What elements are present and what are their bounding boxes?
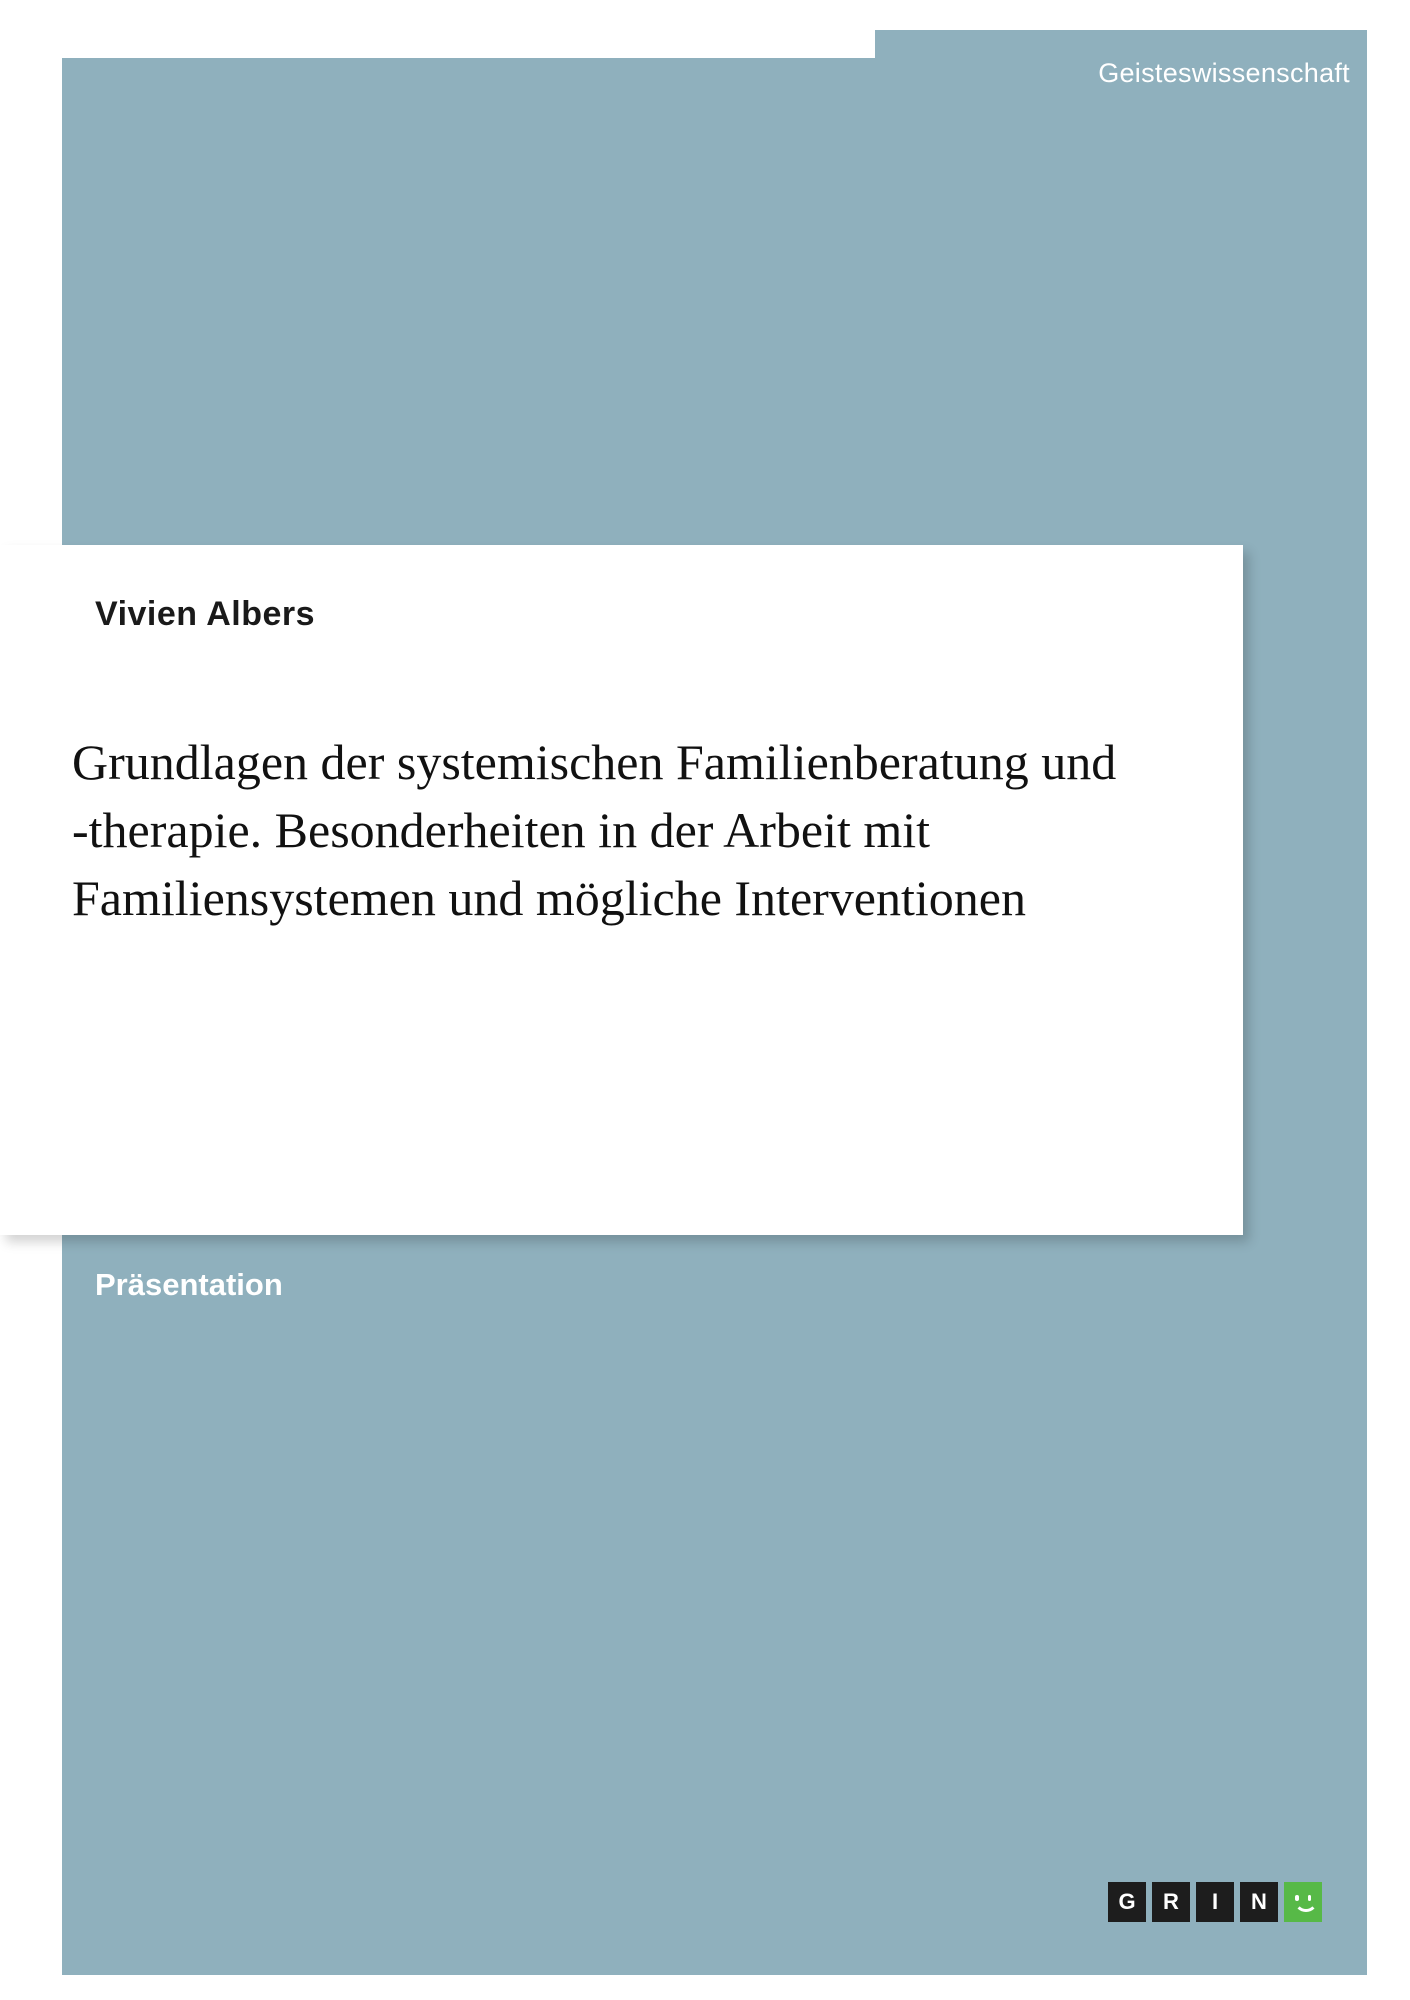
logo-letter-g: G <box>1108 1882 1146 1922</box>
logo-letter-r: R <box>1152 1882 1190 1922</box>
logo-letter-n: N <box>1240 1882 1278 1922</box>
smiley-icon <box>1284 1882 1322 1922</box>
grin-logo <box>1108 1882 1322 1922</box>
author-name: Vivien Albers <box>95 595 316 633</box>
category-label: Geisteswissenschaft <box>1098 58 1350 88</box>
document-type-label: Präsentation <box>95 1267 283 1302</box>
page-title: Grundlagen der systemischen Familienberatung und -therapie. Besonderheiten in der Arbeit mit Familiensystemen und mögliche Interventionen <box>72 734 1117 926</box>
header-band <box>875 30 1367 160</box>
top-white-notch <box>47 30 875 58</box>
logo-letter-i: I <box>1196 1882 1234 1922</box>
